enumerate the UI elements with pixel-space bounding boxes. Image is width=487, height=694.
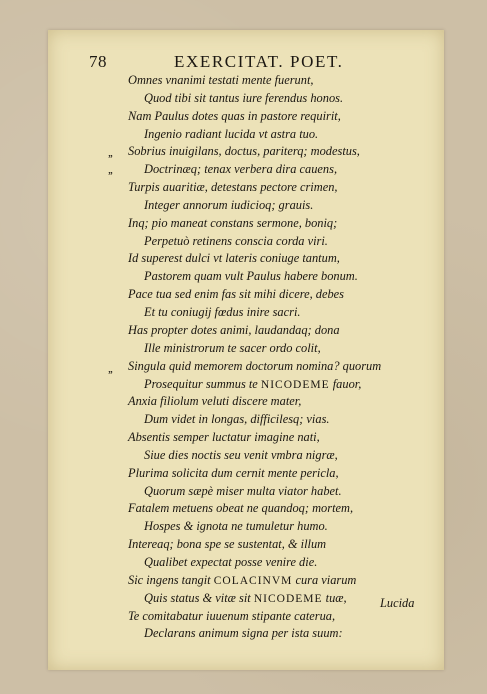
verse-line: Quod tibi sit tantus iure ferendus honos. [144,91,344,105]
verse-line: Et tu coniugij fœdus inire sacri. [144,305,301,319]
verse-line: Ingenio radiant lucida vt astra tuo. [144,127,319,141]
verse-text [48,30,444,670]
proper-name: COLACINVM [213,575,293,587]
verse-line: Inq; pio maneat constans sermone, boniq; [128,216,338,230]
verse-line: Has propter dotes animi, laudandaq; dona [128,323,340,337]
book-page [48,30,444,670]
proper-name: NICODEME [260,379,330,391]
verse-text-segment: cura viarum [295,573,357,587]
verse-line: Perpetuò retinens conscia corda viri. [144,234,328,248]
quotation-mark: ,, [108,361,112,375]
verse-line: Singula quid memorem doctorum nomina? quorum [128,359,382,373]
verse-line: Turpis auaritiæ, detestans pectore crimen, [128,180,338,194]
verse-line: Id superest dulci vt lateris coniuge tantum, [128,251,340,265]
catchword: Lucida [380,596,415,610]
verse-line: Doctrinæq; tenax verbera dira cauens, [144,162,338,176]
verse-text-segment: Sic ingens tangit [128,573,211,587]
verse-line [144,377,361,392]
verse-line: Hospes & ignota ne tumuletur humo. [144,519,328,533]
verse-line: Omnes vnanimi testati mente fuerunt, [128,73,314,87]
verse-text-segment: Quis status & vitæ sit [144,591,251,605]
verse-line: Dum videt in longas, difficilesq; vias. [144,412,330,426]
verse-line: Absentis semper luctatur imagine nati, [128,430,320,444]
verse-line: Declarans animum signa per ista suum: [144,626,343,640]
verse-line [144,591,347,606]
verse-line: Sobrius inuigilans, doctus, pariterq; modestus, [128,144,360,158]
quotation-mark: ,, [108,145,112,159]
verse-line: Nam Paulus dotes quas in pastore requirit, [128,109,341,123]
verse-line: Siue dies noctis seu venit vmbra nigræ, [144,448,338,462]
verse-line: Quorum sæpè miser multa viator habet. [144,484,342,498]
page-number: 78 [89,52,107,71]
verse-text-segment: tuæ, [325,591,347,605]
verse-line [128,573,356,588]
verse-line: Pace tua sed enim fas sit mihi dicere, debes [128,287,344,301]
verse-line: Fatalem metuens obeat ne quandoq; mortem, [128,501,354,515]
verse-line: Ille ministrorum te sacer ordo colit, [144,341,321,355]
verse-text-segment: Prosequitur summus te [144,377,258,391]
running-title: EXERCITAT. POET. [174,52,344,71]
verse-line: Pastorem quam vult Paulus habere bonum. [144,269,358,283]
proper-name: NICODEME [253,593,323,605]
verse-line: Plurima solicita dum cernit mente pericla, [128,466,339,480]
verse-line: Qualibet expectat posse venire die. [144,555,318,569]
verse-line: Integer annorum iudicioq; grauis. [144,198,314,212]
verse-line: Anxia filiolum veluti discere mater, [128,394,302,408]
quotation-mark: ,, [108,162,112,176]
verse-text-segment: fauor, [332,377,362,391]
verse-line: Intereaq; bona spe se sustentat, & illum [128,537,327,551]
verse-line: Te comitabatur iuuenum stipante caterua, [128,609,336,623]
